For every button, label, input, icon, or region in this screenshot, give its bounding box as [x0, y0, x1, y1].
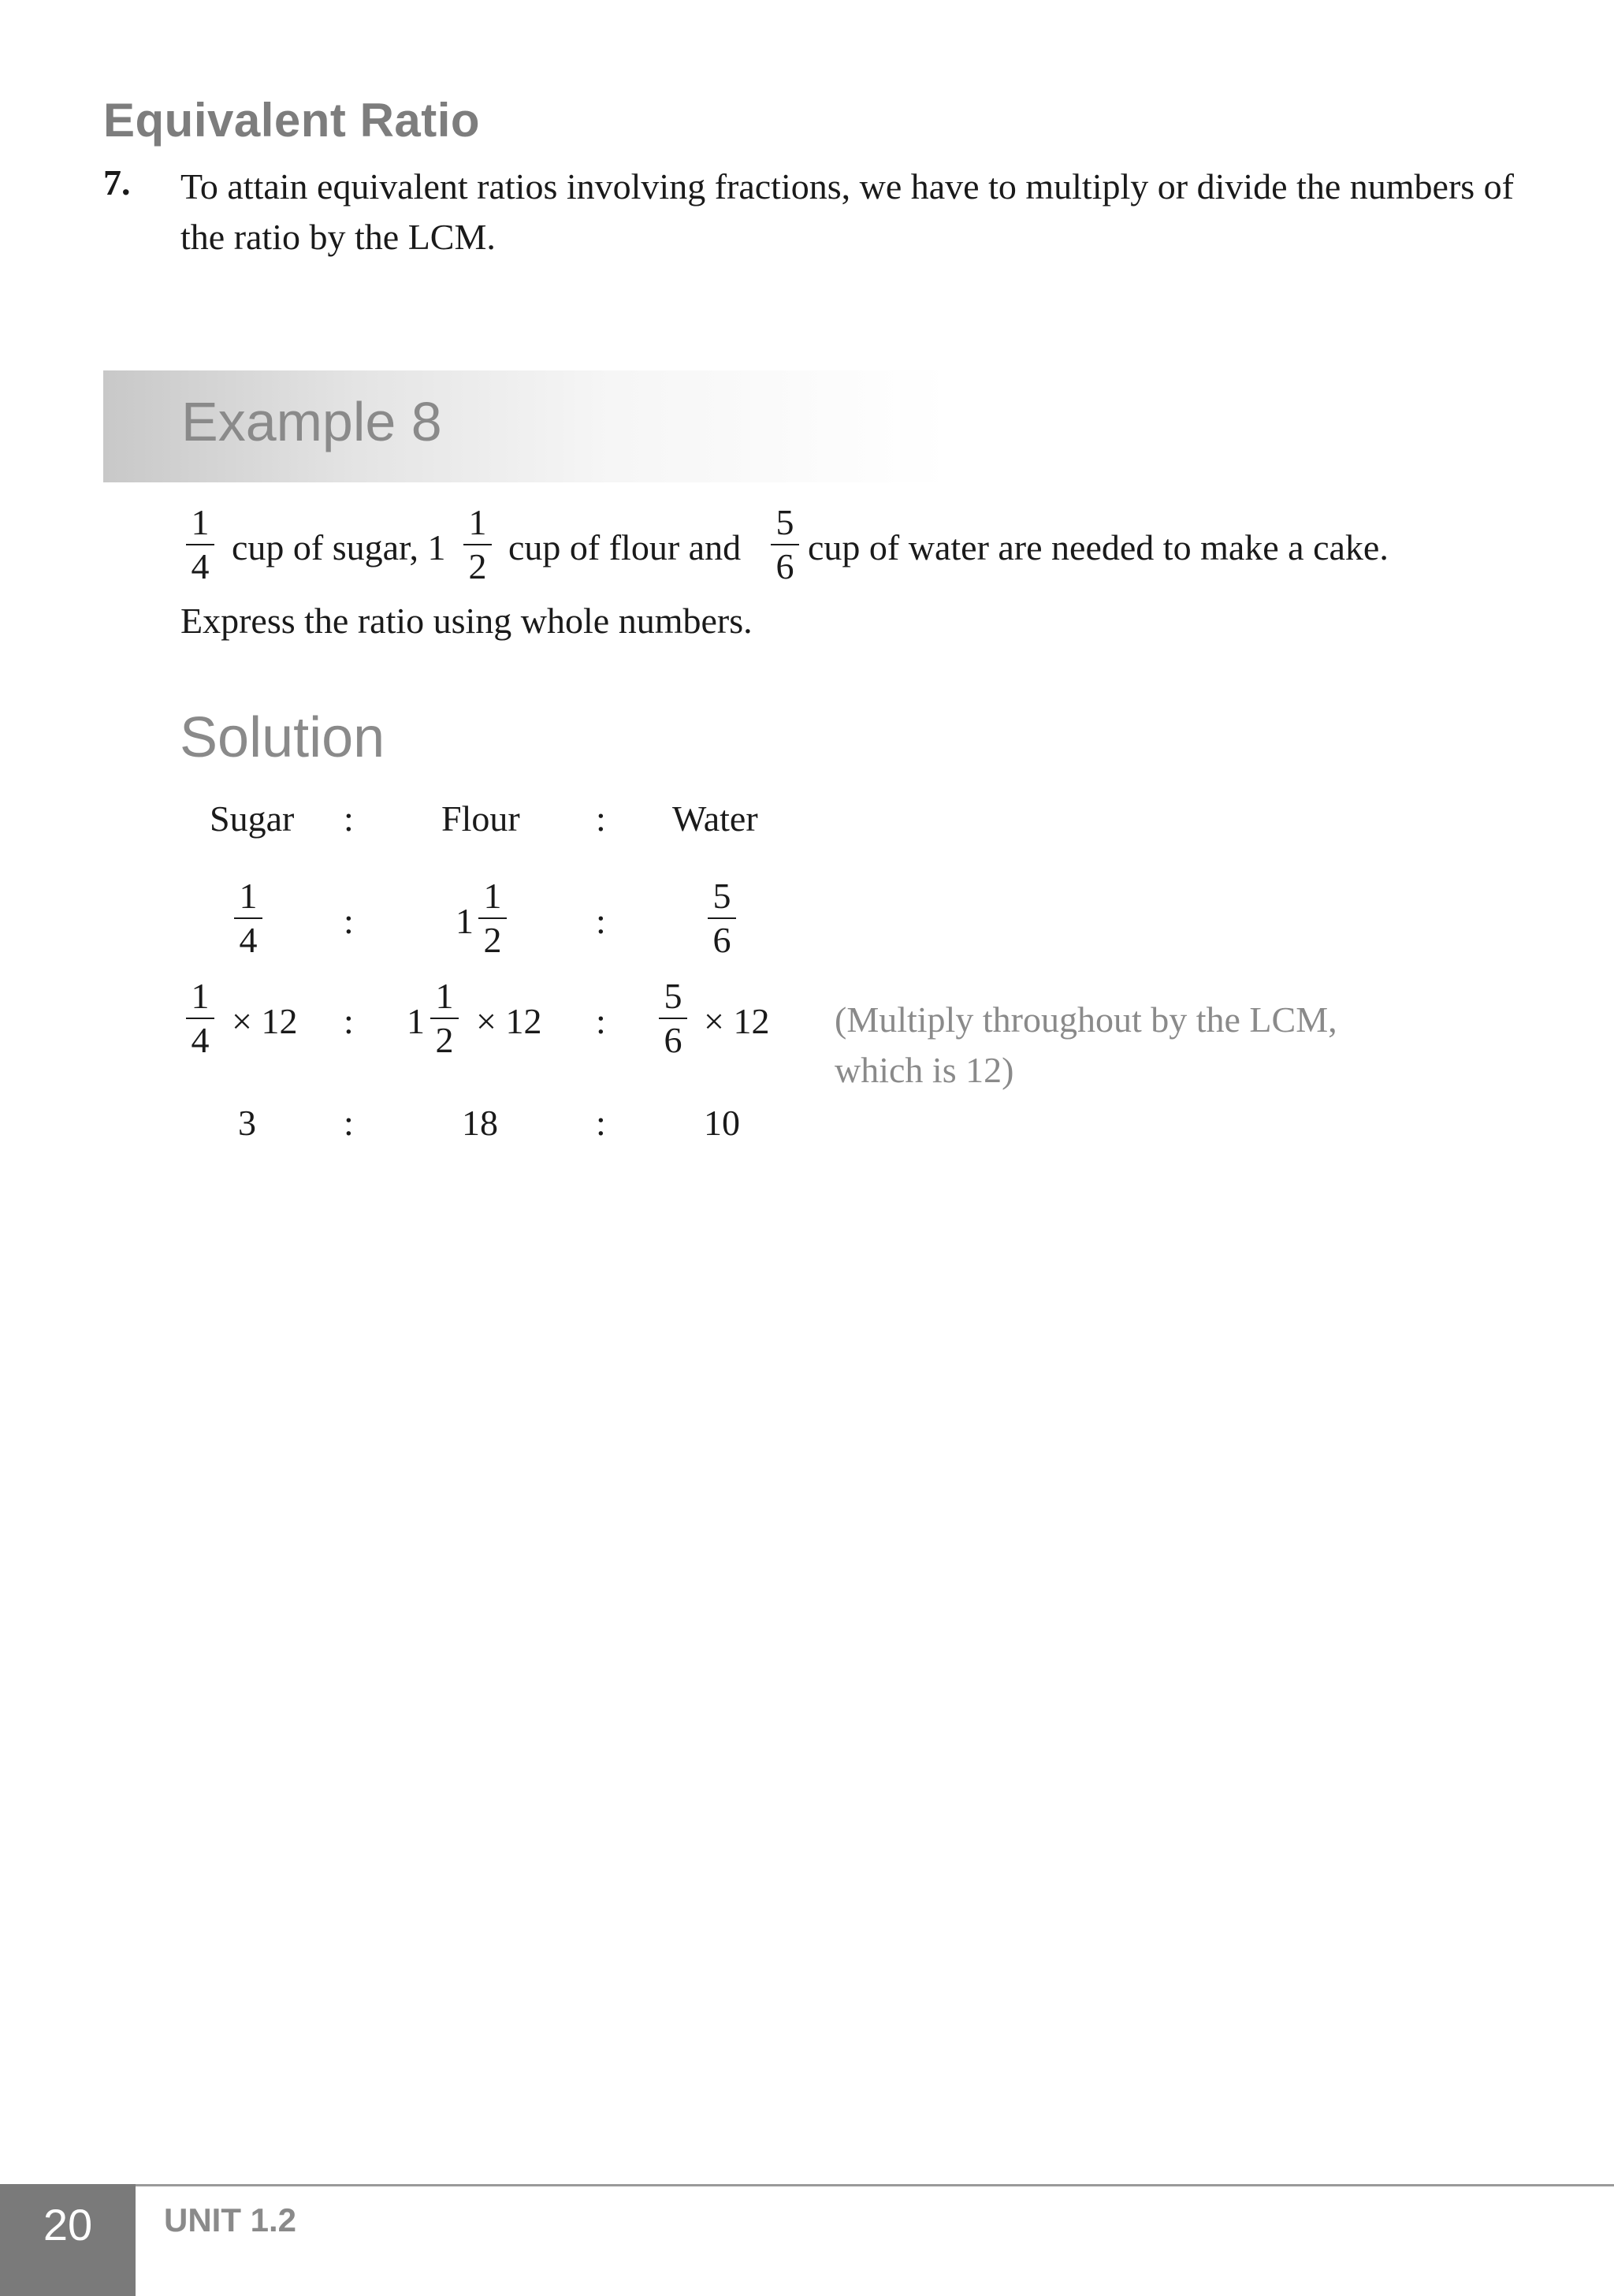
ratio-colon: : [596, 901, 606, 941]
denominator: 6 [664, 1020, 682, 1060]
numerator: 1 [239, 876, 258, 916]
ratio-colon: : [596, 798, 606, 839]
fraction-bar [478, 917, 507, 919]
mixed-whole: 1 [407, 1001, 425, 1041]
page-number: 20 [43, 2200, 93, 2249]
result-water: 10 [704, 1103, 740, 1143]
point-text: To attain equivalent ratios involving fractions, we have to multiply or divide the numbers of the ratio by the LCM. [180, 166, 1515, 257]
fraction-bar [708, 917, 736, 919]
fraction-water [768, 504, 802, 585]
denominator: 4 [191, 1020, 210, 1060]
fraction-bar [186, 1018, 214, 1019]
times-twelve: × 12 [704, 1001, 770, 1041]
question-text-3: cup of water are needed to make a cake. [808, 527, 1389, 567]
point-number: 7. [103, 162, 131, 203]
denominator: 6 [775, 546, 794, 586]
question-text-4: Express the ratio using whole numbers. [180, 601, 753, 641]
row-fraction-sugar [231, 878, 266, 958]
denominator: 2 [483, 920, 502, 960]
fraction-bar [234, 917, 262, 919]
result-flour: 18 [462, 1103, 498, 1143]
ratio-colon: : [596, 1001, 606, 1041]
fraction-flour [460, 504, 495, 585]
example-title: Example 8 [181, 391, 442, 452]
denominator: 4 [239, 920, 258, 960]
header-sugar: Sugar [210, 798, 295, 839]
ratio-colon: : [344, 798, 354, 839]
fraction-bar [186, 544, 214, 545]
fraction-bar [659, 1018, 687, 1019]
header-flour: Flour [441, 798, 520, 839]
times-twelve: × 12 [232, 1001, 298, 1041]
ratio-colon: : [596, 1103, 606, 1143]
numerator: 5 [664, 976, 682, 1016]
question-text-2: cup of flour and [508, 527, 742, 567]
unit-label: UNIT 1.2 [164, 2201, 297, 2238]
row-fraction-flour [475, 878, 510, 958]
header-water: Water [672, 798, 758, 839]
mixed-whole: 1 [456, 901, 474, 941]
result-sugar: 3 [238, 1103, 256, 1143]
row-fraction-flour [427, 978, 462, 1059]
numerator: 1 [468, 502, 487, 542]
fraction-bar [771, 544, 799, 545]
denominator: 4 [191, 546, 210, 586]
question-text-1: cup of sugar, 1 [232, 527, 446, 567]
times-twelve: × 12 [476, 1001, 542, 1041]
denominator: 6 [712, 920, 731, 960]
denominator: 2 [435, 1020, 454, 1060]
row-fraction-water [656, 978, 690, 1059]
numerator: 1 [191, 976, 210, 1016]
footer-rule [0, 2184, 1614, 2186]
ratio-colon: : [344, 1001, 354, 1041]
numerator: 5 [712, 876, 731, 916]
denominator: 2 [468, 546, 487, 586]
numerator: 1 [483, 876, 502, 916]
numerator: 5 [775, 502, 794, 542]
numerator: 1 [191, 502, 210, 542]
row-fraction-water [705, 878, 739, 958]
row-fraction-sugar [183, 978, 218, 1059]
fraction-bar [430, 1018, 459, 1019]
fraction-bar [463, 544, 492, 545]
fraction-sugar [183, 504, 218, 585]
ratio-colon: : [344, 901, 354, 941]
numerator: 1 [435, 976, 454, 1016]
section-heading: Equivalent Ratio [103, 94, 481, 147]
solution-title: Solution [180, 706, 385, 769]
lcm-note: (Multiply throughout by the LCM, which is 12) [835, 999, 1337, 1090]
ratio-colon: : [344, 1103, 354, 1143]
